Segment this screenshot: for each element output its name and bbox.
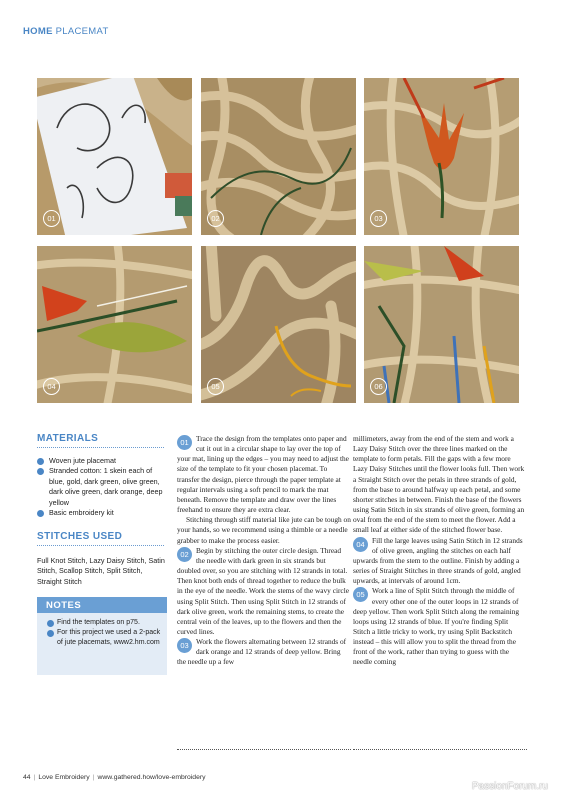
instructions-column-1	[177, 434, 351, 668]
list-item: Basic embroidery kit	[37, 508, 167, 518]
step-text: Begin by stitching the outer circle design. Thread the needle with dark green in six strands but doubled over, so you are stitching with 12 strands in total. Then knot both ends of thread together to reduce the bulk in the eye of the needle. Work the stems of the wavy circle using Split Stitch. Then using Split Stitch in 12 strands of dark olive green, work the remaining stems, to create the central vein of the leaves, up to the flowers and then the curved lines.	[177, 545, 349, 636]
materials-list	[37, 456, 167, 518]
divider	[177, 749, 351, 750]
divider	[353, 749, 527, 750]
photo-step-03	[364, 78, 519, 235]
step-badge: 02	[177, 547, 192, 562]
stitches-title: STITCHES USED	[37, 531, 123, 542]
list-item: Woven jute placemat	[37, 456, 167, 466]
page-number: 44	[23, 774, 31, 781]
photo-step-05	[201, 246, 356, 403]
materials-title: MATERIALS	[37, 433, 99, 444]
paragraph: Stitching through stiff material like jute can be tough on your hands, so we recommend using a thimble or a needle grabber to make the process easier.	[177, 515, 351, 545]
photo-number: 04	[43, 378, 60, 395]
divider	[37, 447, 164, 448]
page-header	[23, 26, 109, 37]
photo-number: 01	[43, 210, 60, 227]
instructions-column-2	[353, 434, 527, 668]
step-text: Trace the design from the templates onto paper and cut it out in a circular shape to lay over the top of your mat, lining up the edges – you may need to adjust the size of the template to fit your chosen placemat. To transfer the design, pierce through the paper template at regular intervals using a soft pencil to mark the mat beneath. Remove the template and draw over the lines freehand to ensure they are extra clear.	[177, 434, 349, 515]
watermark: PassionForum.ru	[471, 781, 548, 792]
magazine-name: Love Embroidery	[38, 774, 90, 781]
photo-number: 05	[207, 378, 224, 395]
photo-step-01	[37, 78, 192, 235]
note-item: Find the templates on p75.	[49, 618, 161, 628]
photo-step-02	[201, 78, 356, 235]
stitches-text: Full Knot Stitch, Lazy Daisy Stitch, Satin Stitch, Scallop Stitch, Split Stitch, Straight Stitch	[37, 556, 165, 586]
step-text: Work a line of Split Stitch through the middle of every other one of the outer loops in 12 strands of deep yellow. Then work Split Stitch along the remaining loops using 12 strands of blue. If you're finding Split Stitch a little tricky to work, try using Split Backstitch instead – this will allow you to split the thread from the front of the work, rather than trying to guess with the needle coming	[353, 586, 520, 667]
page-title: PLACEMAT	[55, 26, 109, 37]
photo-step-04	[37, 246, 192, 403]
step-badge: 01	[177, 435, 192, 450]
list-item: Stranded cotton: 1 skein each of blue, gold, dark green, olive green, dark olive green, dark orange, deep yellow	[37, 466, 167, 508]
divider	[37, 545, 164, 546]
photo-number: 02	[207, 210, 224, 227]
notes-title: NOTES	[37, 597, 167, 613]
page-footer: 44 | Love Embroidery | www.gathered.how/love-embroidery	[23, 774, 206, 781]
step-badge: 05	[353, 587, 368, 602]
photo-number: 03	[370, 210, 387, 227]
step-badge: 04	[353, 537, 368, 552]
notes-box	[37, 597, 167, 675]
step-text: Fill the large leaves using Satin Stitch in 12 strands of olive green, angling the stitches on each half upwards from the stem to the outline. Finish by adding a series of Straight Stitches in three strands of gold, angled upwards, at intervals of around 1cm.	[353, 535, 523, 586]
step-text: Work the flowers alternating between 12 strands of dark orange and 12 strands of deep yellow. Bring the needle up a few	[177, 637, 347, 667]
paragraph: millimeters, away from the end of the stem and work a Lazy Daisy Stitch over the three lines marked on the template to form petals. Fill the gaps with a few more Lazy Daisy Stitches until the flower looks full. Then work a Straight Stitch over the petals in three strands of gold, from the base to around halfway up each petal, and some shorter stitches in between. Finish the base of the flowers using Satin Stitch in six strands of olive green, forming an oval from the end of the stem to meet the flower. Add a small leaf at either side of the stitched flower base.	[353, 434, 525, 535]
magazine-url: www.gathered.how/love-embroidery	[97, 774, 206, 781]
photo-step-06	[364, 246, 519, 403]
section-label: HOME	[23, 26, 53, 37]
step-badge: 03	[177, 638, 192, 653]
note-item: For this project we used a 2-pack of jute placemats, www2.hm.com	[49, 628, 161, 648]
photo-number: 06	[370, 378, 387, 395]
